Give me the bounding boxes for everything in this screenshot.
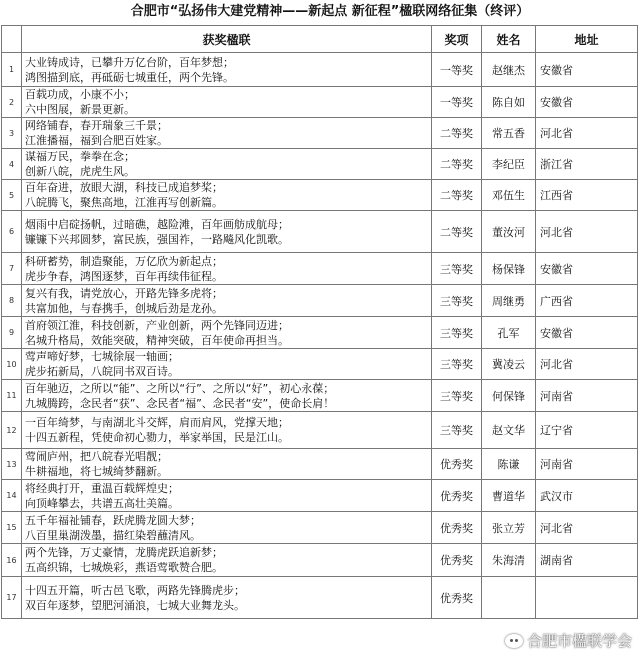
name-cell: 何保锋	[482, 380, 536, 412]
couplet-cell	[22, 544, 432, 577]
region-cell: 广西省	[536, 285, 638, 317]
couplet-cell	[22, 53, 432, 87]
couplet-line-lower: 虎步争春，鸿图逐梦，百年再续伟征程。	[25, 269, 223, 283]
couplet-line-upper: 百载功成，小康不小；	[25, 88, 135, 101]
award-table	[1, 25, 638, 619]
name-cell: 朱海清	[482, 544, 536, 577]
row-number: 11	[2, 380, 22, 412]
name-cell: 张立芳	[482, 512, 536, 544]
name-cell: 孔军	[482, 317, 536, 349]
region-cell	[536, 577, 638, 619]
couplet-line-upper: 一百年绮梦，与南湖北斗交辉，肩而肩风，党撑天地；	[25, 416, 289, 429]
name-cell: 李纪臣	[482, 149, 536, 180]
row-number: 2	[2, 87, 22, 118]
couplet-line-upper: 百年奋进，放眼大湖，科技已成追梦桨；	[25, 181, 223, 194]
couplet-cell	[22, 285, 432, 317]
region-cell: 安徽省	[536, 53, 638, 87]
table-row	[2, 380, 638, 412]
row-number: 12	[2, 412, 22, 449]
region-cell: 河北省	[536, 211, 638, 253]
couplet-line-lower: 六中图展，新景更新。	[25, 103, 135, 116]
row-number: 5	[2, 180, 22, 211]
row-number: 13	[2, 449, 22, 480]
table-row	[2, 349, 638, 380]
name-cell: 周继勇	[482, 285, 536, 317]
name-cell: 赵文华	[482, 412, 536, 449]
couplet-line-upper: 大业铸成诗，已攀升万亿台阶，百年梦想；	[25, 55, 234, 69]
name-cell: 邓伍生	[482, 180, 536, 211]
couplet-line-lower: 向顶峰攀去，共谱五高壮美篇。	[25, 496, 179, 510]
name-cell: 杨保锋	[482, 253, 536, 285]
region-cell: 武汉市	[536, 480, 638, 512]
prize-cell: 优秀奖	[432, 480, 482, 512]
table-row	[2, 118, 638, 149]
table-row	[2, 211, 638, 253]
couplet-cell	[22, 349, 432, 380]
couplet-line-lower: 名城升格局，效能突破，精神突破，百年使命再担当。	[25, 333, 289, 347]
name-cell: 董汝河	[482, 211, 536, 253]
couplet-cell	[22, 118, 432, 149]
name-cell: 赵继杰	[482, 53, 536, 87]
table-row	[2, 480, 638, 512]
couplet-line-upper: 百年驰迈，之所以“能”、之所以“行”、之所以“好”，初心永葆；	[25, 381, 335, 395]
couplet-line-lower: 八百里巢湖泼墨，描红染碧蘸清风。	[25, 528, 201, 542]
header-prize: 奖项	[432, 26, 482, 53]
region-cell: 安徽省	[536, 317, 638, 349]
couplet-cell	[22, 449, 432, 480]
couplet-cell	[22, 87, 432, 118]
prize-cell: 三等奖	[432, 380, 482, 412]
header-couplet: 获奖楹联	[22, 26, 432, 53]
couplet-cell	[22, 512, 432, 544]
couplet-cell	[22, 149, 432, 180]
row-number: 8	[2, 285, 22, 317]
couplet-cell	[22, 577, 432, 619]
prize-cell: 优秀奖	[432, 449, 482, 480]
couplet-line-upper: 网络铺春，春开瑞象三千景；	[25, 119, 168, 132]
couplet-line-lower: 牛耕福地，将七城绮梦翻新。	[25, 465, 168, 478]
region-cell: 湖南省	[536, 544, 638, 577]
couplet-line-lower: 虎步拓新局，八皖同书双百诗。	[25, 365, 179, 378]
region-cell: 安徽省	[536, 253, 638, 285]
couplet-line-lower: 镰镰下兴邦圆梦，富民族，强国祚，一路飚风化凯歌。	[25, 232, 289, 246]
prize-cell: 优秀奖	[432, 512, 482, 544]
prize-cell: 一等奖	[432, 87, 482, 118]
region-cell: 辽宁省	[536, 412, 638, 449]
prize-cell: 二等奖	[432, 180, 482, 211]
table-row	[2, 285, 638, 317]
name-cell: 曹道华	[482, 480, 536, 512]
prize-cell: 三等奖	[432, 253, 482, 285]
prize-cell: 三等奖	[432, 317, 482, 349]
table-row	[2, 87, 638, 118]
couplet-cell	[22, 211, 432, 253]
table-row	[2, 412, 638, 449]
couplet-line-upper: 十四五开篇，听古邑飞歌，两路先锋腾虎步；	[25, 583, 245, 597]
watermark	[505, 630, 632, 651]
region-cell: 河北省	[536, 118, 638, 149]
couplet-line-lower: 共富加他，与春携手，创城后劲是龙孙。	[25, 301, 223, 315]
couplet-line-upper: 五千年福祉铺春，跃虎腾龙圆大梦；	[25, 513, 201, 527]
region-cell: 河南省	[536, 449, 638, 480]
couplet-line-lower: 八皖腾飞，聚焦高地，江淮再写创新篇。	[25, 196, 223, 209]
table-row	[2, 149, 638, 180]
row-number: 17	[2, 577, 22, 619]
prize-cell: 优秀奖	[432, 544, 482, 577]
couplet-cell	[22, 412, 432, 449]
name-cell: 陈谦	[482, 449, 536, 480]
couplet-cell	[22, 380, 432, 412]
couplet-cell	[22, 180, 432, 211]
couplet-cell	[22, 480, 432, 512]
row-number: 10	[2, 349, 22, 380]
couplet-line-lower: 双百年逐梦，望肥河涌浪，七城大业舞龙头。	[25, 598, 245, 612]
name-cell: 冀凌云	[482, 349, 536, 380]
table-row	[2, 512, 638, 544]
watermark-text: 合肥市楹联学会	[526, 632, 632, 650]
region-cell: 河北省	[536, 349, 638, 380]
prize-cell: 优秀奖	[432, 577, 482, 619]
couplet-line-upper: 首府领江淮，科技创新，产业创新，两个先锋同迈进；	[25, 318, 289, 332]
page-title: 合肥市“弘扬伟大建党精神——新起点 新征程”楹联网络征集（终评）	[130, 4, 530, 19]
table-row	[2, 544, 638, 577]
row-number: 6	[2, 211, 22, 253]
header-no	[2, 26, 22, 53]
prize-cell: 二等奖	[432, 149, 482, 180]
table-header-row	[2, 26, 638, 53]
table-row	[2, 53, 638, 87]
row-number: 14	[2, 480, 22, 512]
region-cell: 安徽省	[536, 87, 638, 118]
region-cell: 河北省	[536, 512, 638, 544]
couplet-line-upper: 莺声啼好梦，七城徐展一轴画；	[25, 350, 179, 363]
table-row	[2, 317, 638, 349]
couplet-line-upper: 科研蓄势，制造聚能，万亿欣为新起点；	[25, 254, 223, 268]
name-cell	[482, 577, 536, 619]
name-cell: 陈自如	[482, 87, 536, 118]
table-row	[2, 253, 638, 285]
row-number: 16	[2, 544, 22, 577]
table-row	[2, 180, 638, 211]
row-number: 9	[2, 317, 22, 349]
region-cell: 河南省	[536, 380, 638, 412]
prize-cell: 三等奖	[432, 285, 482, 317]
header-region: 地址	[536, 26, 638, 53]
prize-cell: 三等奖	[432, 412, 482, 449]
couplet-line-upper: 复兴有我，请党放心，开路先锋多虎将；	[25, 286, 223, 300]
prize-cell: 一等奖	[432, 53, 482, 87]
row-number: 7	[2, 253, 22, 285]
table-row	[2, 449, 638, 480]
region-cell: 江西省	[536, 180, 638, 211]
row-number: 3	[2, 118, 22, 149]
couplet-line-lower: 九城腾跨，念民者“获”、念民者“福”、念民者“安”，使命长肩！	[25, 396, 335, 410]
table-row	[2, 577, 638, 619]
region-cell: 浙江省	[536, 149, 638, 180]
prize-cell: 二等奖	[432, 118, 482, 149]
couplet-line-upper: 将经典打开，重温百载辉煌史；	[25, 481, 179, 495]
couplet-line-upper: 两个先锋，万丈豪情，龙腾虎跃追新梦；	[25, 546, 223, 559]
row-number: 1	[2, 53, 22, 87]
couplet-line-lower: 江淮播福，福到合肥百姓家。	[25, 134, 168, 147]
couplet-line-lower: 十四五新程，凭使命初心勠力，举家举国，民是江山。	[25, 431, 289, 444]
couplet-line-lower: 五高织锦，七城焕彩，燕语莺歌赞合肥。	[25, 561, 223, 574]
wechat-icon	[505, 634, 523, 648]
header-name: 姓名	[482, 26, 536, 53]
couplet-line-lower: 鸿图描到底，再砥砺七城重任，两个先锋。	[25, 70, 234, 84]
row-number: 4	[2, 149, 22, 180]
couplet-line-upper: 谋福万民，拳拳在念；	[25, 150, 135, 163]
couplet-line-lower: 创新八皖，虎虎生风。	[25, 165, 135, 178]
couplet-cell	[22, 317, 432, 349]
row-number: 15	[2, 512, 22, 544]
name-cell: 常五香	[482, 118, 536, 149]
couplet-line-upper: 莺闹庐州，把八皖春光唱靓；	[25, 450, 168, 463]
prize-cell: 三等奖	[432, 349, 482, 380]
couplet-cell	[22, 253, 432, 285]
prize-cell: 二等奖	[432, 211, 482, 253]
couplet-line-upper: 烟雨中启碇扬帆，过暗礁，越险滩，百年画舫成航母；	[25, 217, 289, 231]
